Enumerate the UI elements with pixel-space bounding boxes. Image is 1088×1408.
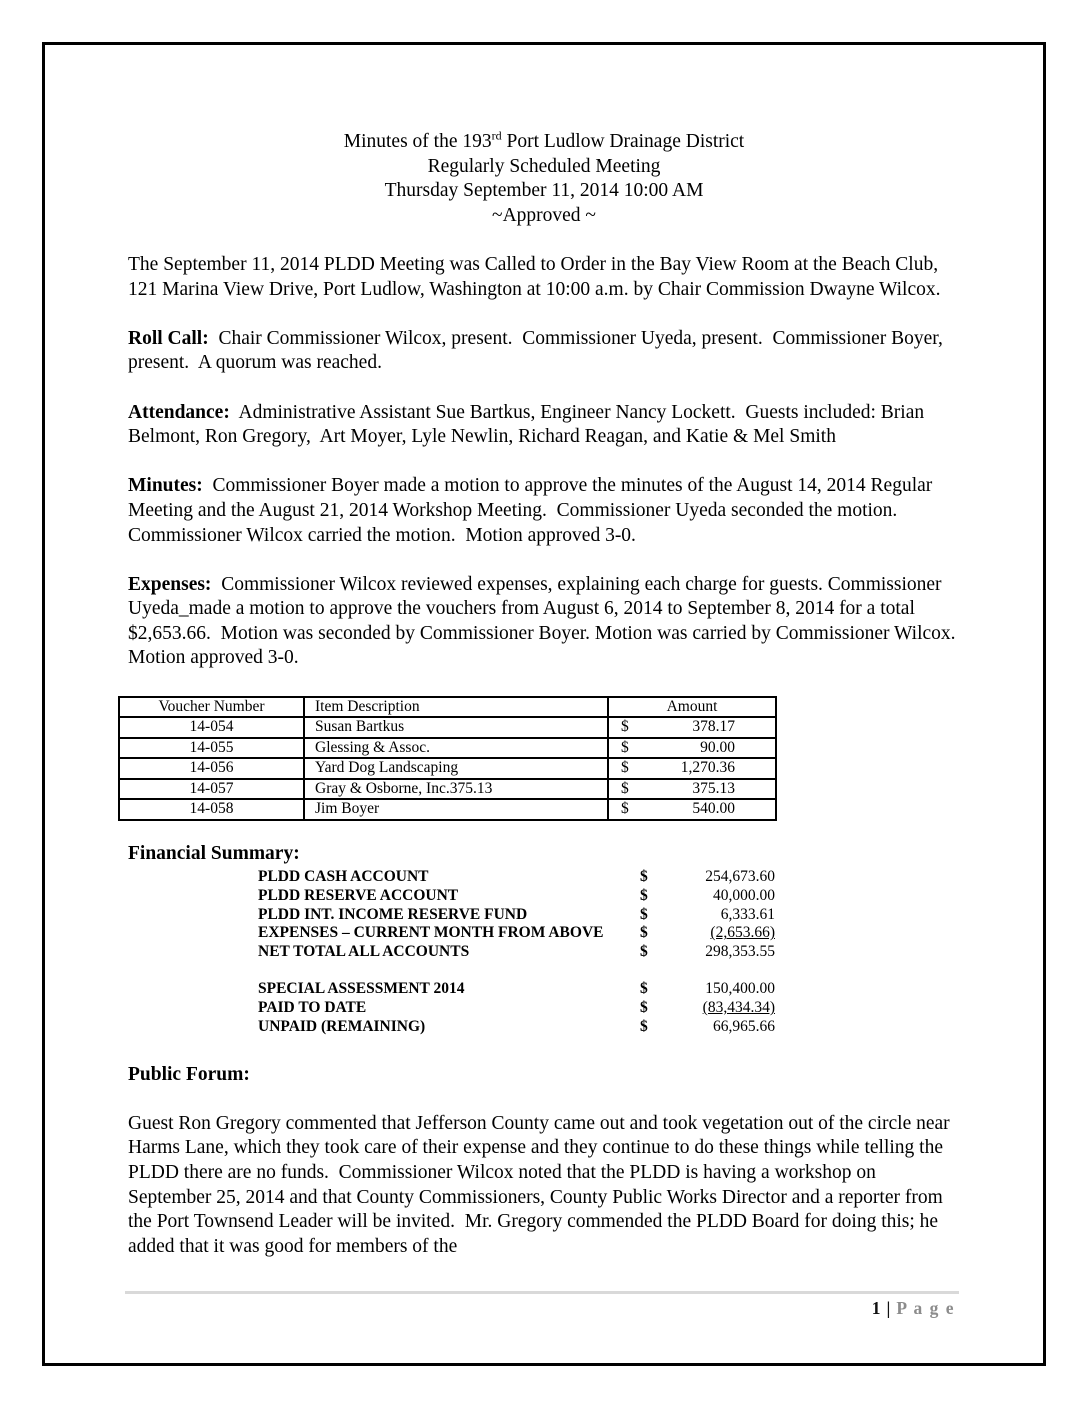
currency-sign: $ (640, 1017, 648, 1035)
title-line-1-prefix: Minutes of the 193 (343, 131, 492, 152)
currency-sign: $ (621, 718, 629, 736)
amount-cell (609, 801, 775, 818)
title-line-1 (128, 130, 960, 155)
voucher-table (118, 696, 777, 821)
fin-label: NET TOTAL ALL ACCOUNTS (258, 943, 470, 961)
title-ordinal-superscript: rd (491, 128, 502, 143)
fin-label: SPECIAL ASSESSMENT 2014 (258, 980, 465, 998)
voucher-number: 14-056 (119, 758, 304, 779)
minutes-text: Commissioner Boyer made a motion to approve the minutes of the August 14, 2014 Regular Meeting and the August 21, 2014 Workshop Meeting. Commissioner Uyeda seconded the motion. Commissioner Wilcox carried the motion. Motion approved 3-0. (128, 475, 938, 546)
amount-value: 540.00 (692, 800, 735, 818)
currency-sign: $ (640, 886, 648, 904)
item-description-header: Item Description (304, 697, 608, 718)
public-forum-paragraph: Guest Ron Gregory commented that Jefferson County came out and took vegetation out of the circle near Harms Lane, which they took care of their expense and they continue to do these things while telling the PLDD there are no funds. Commissioner Wilcox noted that the PLDD is having a workshop on September 25, 2014 and that County Commissioners, County Public Works Director and a reporter from the Port Townsend Leader will be invited. Mr. Gregory commended the PLDD Board for doing this; he added that it was good for members of the (128, 1112, 955, 1257)
fin-amount: 254,673.60 (705, 868, 775, 886)
page-number: 1 (871, 1298, 881, 1318)
title-line-1-suffix: Port Ludlow Drainage District (501, 131, 745, 152)
document-title (128, 130, 960, 228)
footer-divider (125, 1291, 959, 1294)
document-content (128, 130, 960, 1284)
expenses-label: Expenses: (128, 573, 212, 595)
financial-summary-heading: Financial Summary: (128, 842, 300, 864)
amount-cell (609, 760, 775, 777)
currency-sign: $ (640, 924, 648, 942)
roll-call-paragraph (128, 327, 960, 376)
list-item (128, 943, 960, 962)
list-item (128, 887, 960, 906)
minutes-paragraph (128, 474, 960, 548)
item-description: Susan Bartkus (304, 717, 608, 738)
title-line-3: Thursday September 11, 2014 10:00 AM (384, 180, 704, 202)
currency-sign: $ (640, 980, 648, 998)
fin-amount: (83,434.34) (702, 999, 775, 1017)
table-row (119, 738, 776, 759)
expenses-text: Commissioner Wilcox reviewed expenses, explaining each charge for guests. Commissioner Uyeda_made a motion to approve the vouchers from August 6, 2014 to September 8, 2014 for a total $2,653.66. Motion was seconded by Commissioner Boyer. Motion was carried by Commissioner Wilcox. Motion approved 3-0. (128, 573, 961, 669)
fin-amount: 40,000.00 (713, 886, 775, 904)
roll-call-text: Chair Commissioner Wilcox, present. Commissioner Uyeda, present. Commissioner Boyer, present. A quorum was reached. (128, 327, 948, 374)
currency-sign: $ (621, 738, 629, 756)
expenses-paragraph (128, 573, 960, 671)
amount-value: 375.13 (692, 779, 735, 797)
page-number-text (125, 1297, 959, 1319)
opening-paragraph-text: The September 11, 2014 PLDD Meeting was Called to Order in the Bay View Room at the Beach Club, 121 Marina View Drive, Port Ludlow, Washington at 10:00 a.m. by Chair Commission Dwayne Wilcox. (128, 253, 943, 300)
title-line-2: Regularly Scheduled Meeting (427, 155, 661, 177)
fin-label: PLDD CASH ACCOUNT (258, 868, 429, 886)
attendance-text: Administrative Assistant Sue Bartkus, Engineer Nancy Lockett. Guests included: Brian Belmont, Ron Gregory, Art Moyer, Lyle Newlin, Richard Reagan, and Katie & Mel Smith (128, 401, 930, 448)
table-row (119, 758, 776, 779)
table-row (119, 717, 776, 738)
financial-summary (128, 868, 960, 1036)
opening-paragraph (128, 253, 960, 302)
amount-value: 378.17 (692, 718, 735, 736)
minutes-label: Minutes: (128, 475, 203, 497)
amount-value: 1,270.36 (680, 759, 735, 777)
item-description: Yard Dog Landscaping (304, 758, 608, 779)
fin-label: PLDD RESERVE ACCOUNT (258, 886, 459, 904)
fin-label: PLDD INT. INCOME RESERVE FUND (258, 905, 528, 923)
amount-value: 90.00 (700, 738, 735, 756)
page-label: P a g e (896, 1298, 955, 1318)
fin-spacer (128, 962, 960, 981)
title-line-4-approved: ~Approved ~ (492, 204, 596, 226)
voucher-number: 14-055 (119, 738, 304, 759)
page-footer (125, 1291, 959, 1319)
currency-sign: $ (640, 868, 648, 886)
fin-amount: 66,965.66 (713, 1017, 775, 1035)
currency-sign: $ (640, 999, 648, 1017)
fin-amount: (2,653.66) (710, 924, 775, 942)
attendance-paragraph (128, 401, 960, 450)
currency-sign: $ (621, 800, 629, 818)
voucher-number: 14-057 (119, 779, 304, 800)
amount-cell (609, 719, 775, 736)
item-description: Gray & Osborne, Inc.375.13 (304, 779, 608, 800)
voucher-number: 14-058 (119, 799, 304, 820)
fin-amount: 6,333.61 (720, 905, 775, 923)
amount-cell (609, 740, 775, 757)
list-item (128, 999, 960, 1018)
item-description: Jim Boyer (304, 799, 608, 820)
roll-call-label: Roll Call: (128, 327, 209, 349)
fin-label: PAID TO DATE (258, 999, 367, 1017)
page-number-separator: | (886, 1298, 891, 1318)
fin-label: EXPENSES – CURRENT MONTH FROM ABOVE (258, 924, 604, 942)
currency-sign: $ (640, 943, 648, 961)
list-item (128, 980, 960, 999)
table-row (119, 779, 776, 800)
list-item (128, 906, 960, 925)
list-item (128, 924, 960, 943)
fin-amount: 298,353.55 (705, 943, 775, 961)
public-forum-heading: Public Forum: (128, 1063, 250, 1085)
attendance-label: Attendance: (128, 401, 230, 423)
voucher-number: 14-054 (119, 717, 304, 738)
fin-amount: 150,400.00 (705, 980, 775, 998)
amount-cell (609, 781, 775, 798)
item-description: Glessing & Assoc. (304, 738, 608, 759)
currency-sign: $ (621, 759, 629, 777)
fin-label: UNPAID (REMAINING) (258, 1017, 426, 1035)
table-row (119, 799, 776, 820)
document-page (42, 42, 1046, 1366)
list-item (128, 868, 960, 887)
voucher-table-header-row (119, 697, 776, 718)
list-item (128, 1018, 960, 1037)
amount-header: Amount (608, 697, 776, 718)
currency-sign: $ (621, 779, 629, 797)
voucher-number-header: Voucher Number (119, 697, 304, 718)
currency-sign: $ (640, 905, 648, 923)
